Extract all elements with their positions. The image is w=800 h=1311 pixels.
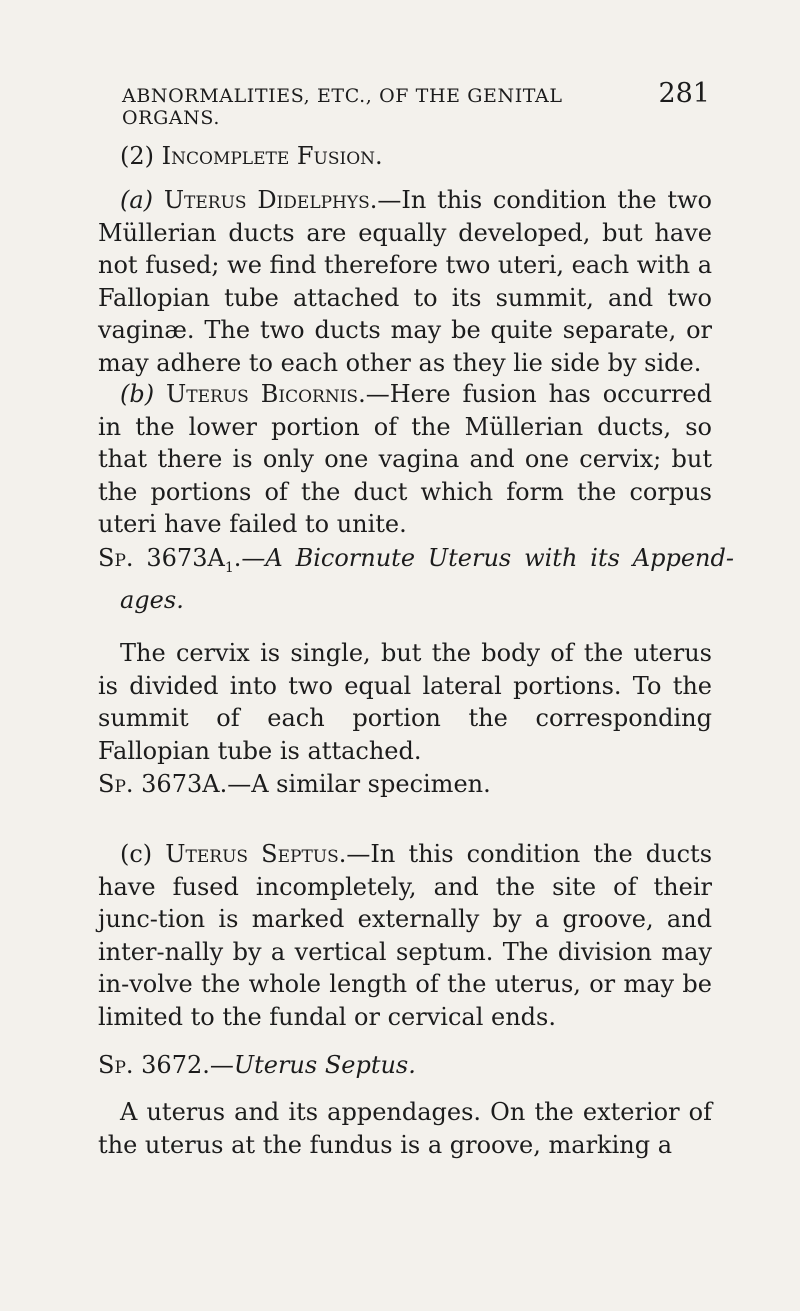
- specimen-3672-description: A uterus and its appendages. On the exterior of the uterus at the fundus is a groove, marking a: [98, 1098, 712, 1159]
- specimen-3673a1-description: The cervix is single, but the body of the uterus is divided into two equal lateral portions. To the summit of each portion the corresponding Fallopian tube is attached.: [98, 639, 712, 765]
- section-heading: (2) Incomplete Fusion.: [120, 142, 383, 170]
- running-title: ABNORMALITIES, ETC., OF THE GENITAL ORGANS.: [122, 85, 563, 129]
- paragraph-uterus-didelphys: (a) Uterus Didelphys.—In this condition the two Müllerian ducts are equally developed, but have not fused; we find therefore two uteri, each with a Fallopian tube attached to its summit, and two vaginæ. The two ducts may be quite separate, or may adhere to each other as they lie side by side.: [98, 186, 712, 377]
- term-uterus-septus: Uterus Septus.: [165, 840, 347, 868]
- specimen-3673a: Sp. 3673A.—A similar specimen.: [98, 770, 491, 798]
- specimen-3672-title: Uterus Septus.: [233, 1051, 416, 1079]
- running-header: [122, 78, 710, 129]
- paragraph-uterus-bicornis: (b) Uterus Bicornis.—Here fusion has occurred in the lower portion of the Müllerian ducts, so that there is only one vagina and one cervix; but the portions of the duct which form the corpus uteri have failed to unite.: [98, 380, 712, 539]
- term-uterus-didelphys: Uterus Didelphys.: [163, 186, 378, 214]
- page-number: 281: [658, 78, 710, 109]
- specimen-3673a1-heading: Sp. $3673A_1.—A$ Bicornute Uterus with its Append-ages.: [98, 544, 734, 615]
- term-uterus-bicornis: Uterus Bicornis.: [166, 380, 366, 408]
- section-title: Incomplete Fusion.: [161, 142, 383, 170]
- paragraph-uterus-septus: (c) Uterus Septus.—In this condition the ducts have fused incompletely, and the site of their junc-tion is marked externally by a groove, and inter-nally by a vertical septum. The division may in-volve the whole length of the uterus, or may be limited to the fundal or cervical ends.: [98, 840, 713, 1031]
- specimen-3672-heading: Sp. 3672.—Uterus Septus.: [98, 1051, 416, 1079]
- specimen-3673a1-title: A Bicornute Uterus with its Append-ages.: [120, 544, 734, 615]
